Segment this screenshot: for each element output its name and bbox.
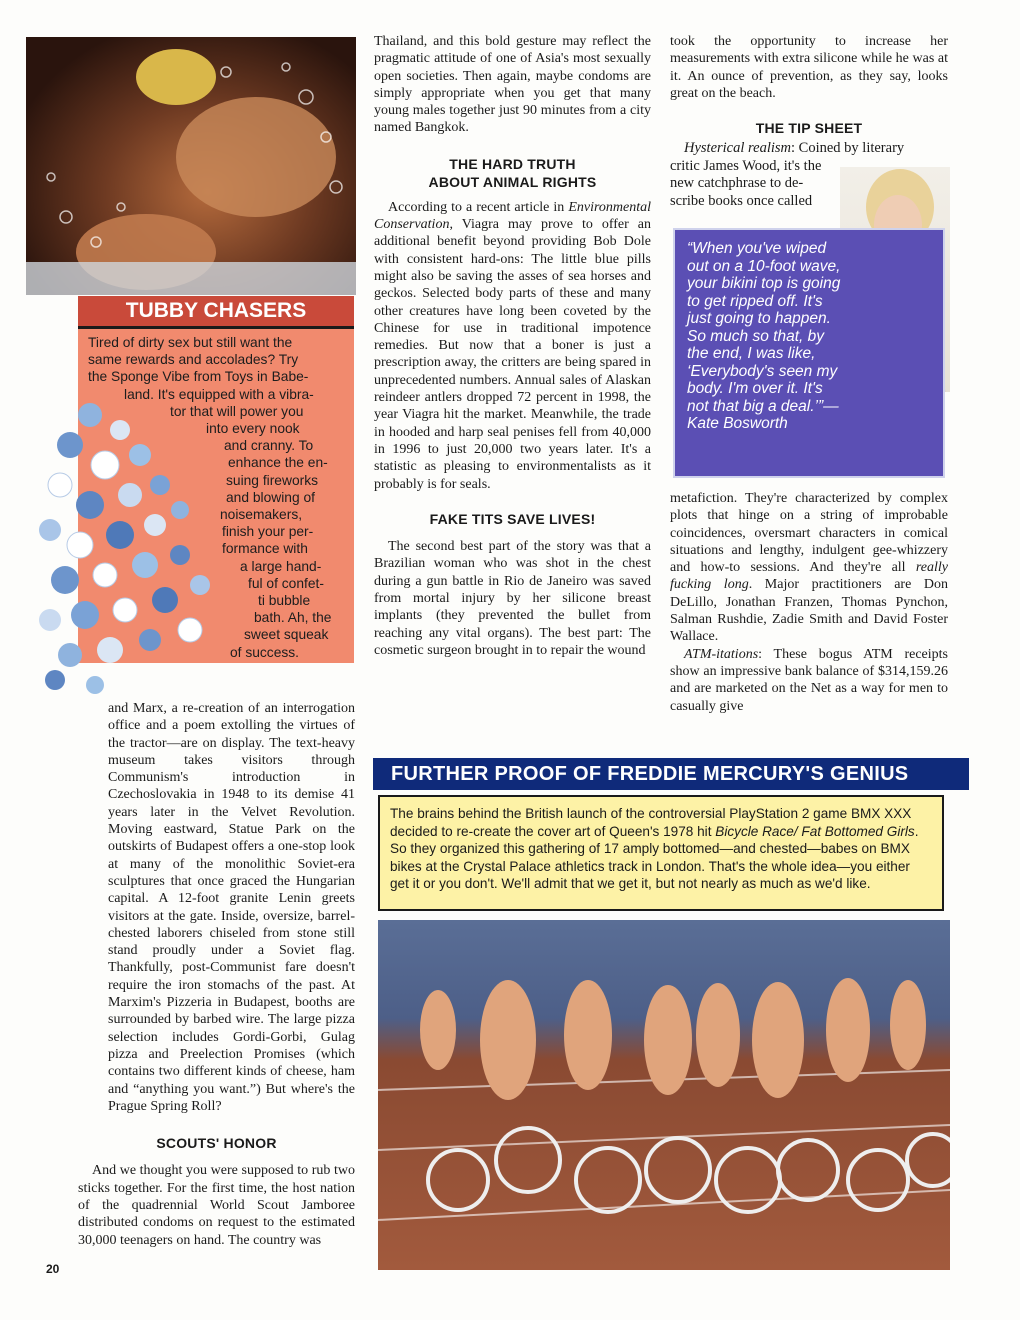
freddie-mercury-text: The brains behind the British launch of the controversial PlayStation 2 game BMX XXX decided to re-create the cover art of Queen's 1978 hit Bicycle Race/ Fat Bottomed Girls. So they organized this gathering of 17 amply bottomed—and chested—babes on BMX bikes at the Crystal Palace athletics track in London. That's the whole idea—you either get it or you don't. We'll admit that we get it, but not nearly as much as we'd like. xyxy=(390,806,919,891)
column-3-bottom-text: metafiction. They're characterized by complex plots that hinge on a string of improbable coincidences, oversmart characters in comical situations and lengthy, indulgent gee-whizzery and how-to sessions. And they're all really fucking long. Major practitioners are Don DeLillo, Jonathan Franzen, Thomas Pynchon, Salman Rushdie, Zadie Smith and David Foster Wallace. ATM-itations: These bogus ATM receipts show an impressive bank balance of $314,159.26 and are marketed on the Net as a way for men to casually give xyxy=(670,491,948,714)
tubby-chasers-title: TUBBY CHASERS xyxy=(78,296,354,329)
confetti-illustration xyxy=(30,395,220,695)
freddie-mercury-box xyxy=(378,795,944,911)
freddie-mercury-title: FURTHER PROOF OF FREDDIE MERCURY'S GENIUS xyxy=(373,758,969,790)
tubby-chasers-text: Tired of dirty sex but still want the same rewards and accolades? Try the Sponge Vibe from Toys in Babe- land. It's equipped with a vibra- tor that will power you into every nook and cranny. To enhance the en- suing fireworks and blowing of noisemakers, finish your per- formance with a large hand- ful of confet- ti bubble bath. Ah, the sweet squeak of success. xyxy=(88,335,332,660)
tip-sheet-intro: Hysterical realism: Coined by literary critic James Wood, it's the new catchphrase to de- scribe books once called xyxy=(670,140,905,209)
bmx-riders-art xyxy=(378,920,950,1270)
bmx-riders-photo xyxy=(378,920,950,1270)
tip-sheet-heading: THE TIP SHEET xyxy=(755,120,863,137)
column-2-text: Thailand, and this bold gesture may reflect the pragmatic attitude of one of Asia's most sexually open societies. Then again, maybe condoms are simply appropriate when you get that many young males together just 90 minutes from a city named Bangkok. THE HARD TRUTH ABOUT ANIMAL RIGHTS According to a recent article in Environmental Conservation, Viagra may prove to offer an additional benefit beyond providing Bob Dole with consistent hard-ons: The little blue pills might also be saving the asses of sea horses and geckos. Selected body parts of these and many other creatures have long been coveted by the Chinese for use in traditional impotence remedies. But now that a boner is just a prescription away, the critters are being spared in unprecedented numbers. Annual sales of Alaskan reindeer antlers dropped 72 percent in 1998, the year Viagra hit the market. Meanwhile, the trade in hooded and harp seal penises fell from 40,000 in 1996 to just 20,000 two years later. It's a statistic as pleasing to environmentalists as it probably is for seals. FAKE TITS SAVE LIVES! The second best part of the story was that a Brazilian woman who was shot in the chest during a gun battle in Rio de Janeiro was saved from mortal injury by her silicone breast implants (they prevented the bullet from reaching any vital organs). The best part: The cosmetic surgeon brought in to repair the wound xyxy=(374,34,651,658)
column-3-top-text: took the opportunity to increase her measurements with extra silicone while he was at it. An ounce of prevention, as they say, looks great on the beach. THE TIP SHEET xyxy=(670,34,948,137)
page-number: 20 xyxy=(46,1262,60,1276)
column-1-text: and Marx, a re-creation of an interrogation office and a poem extolling the virtues of the tractor—are on display. The text-heavy museum takes visitors through Communism's introduction in Czechoslovakia in 1948 to its demise 41 years later in the Velvet Revolution. Moving eastward, Statue Park on the outskirts of Budapest offers a one-stop look at many of the monolithic Soviet-era sculptures that once graced the Hungarian capital. A 12-foot granite Lenin greets visitors at the gate. Inside, oversize, barrel-chested laborers chiseled from stone still stand proudly under a Soviet flag. Thankfully, post-Communist fare doesn't require the iron stomachs of the past. At Marxim's Pizzeria in Budapest, booths are surrounded by barbed wire. The large pizza selection includes Gordi-Gorbi, Gulag pizza and Preelection Promises (which contains two different kinds of cheese, ham and “anything you want.”) But where's the Prague Spring Roll? SCOUTS' HONOR And we thought you were supposed to rub two sticks together. For the first time, the host nation of the quadrennial World Scout Jamboree distributed condoms on request to the estimated 30,000 teenagers on hand. The country was xyxy=(78,701,355,1248)
bath-photo-art xyxy=(26,37,356,295)
animal-rights-heading: THE HARD TRUTH ABOUT ANIMAL RIGHTS xyxy=(428,155,597,190)
kate-bosworth-quote: “When you've wiped out on a 10-foot wave, your bikini top is going to get ripped off. It's just going to happen. So much so that, by the end, I was like, ‘Everybody's seen my body. I'm over it. It's not that big a deal.’”—Kate Bosworth xyxy=(673,228,945,478)
fake-tits-heading: FAKE TITS SAVE LIVES! xyxy=(429,510,596,527)
bath-photo xyxy=(26,37,356,295)
scouts-honor-heading: SCOUTS' HONOR xyxy=(156,1135,277,1152)
